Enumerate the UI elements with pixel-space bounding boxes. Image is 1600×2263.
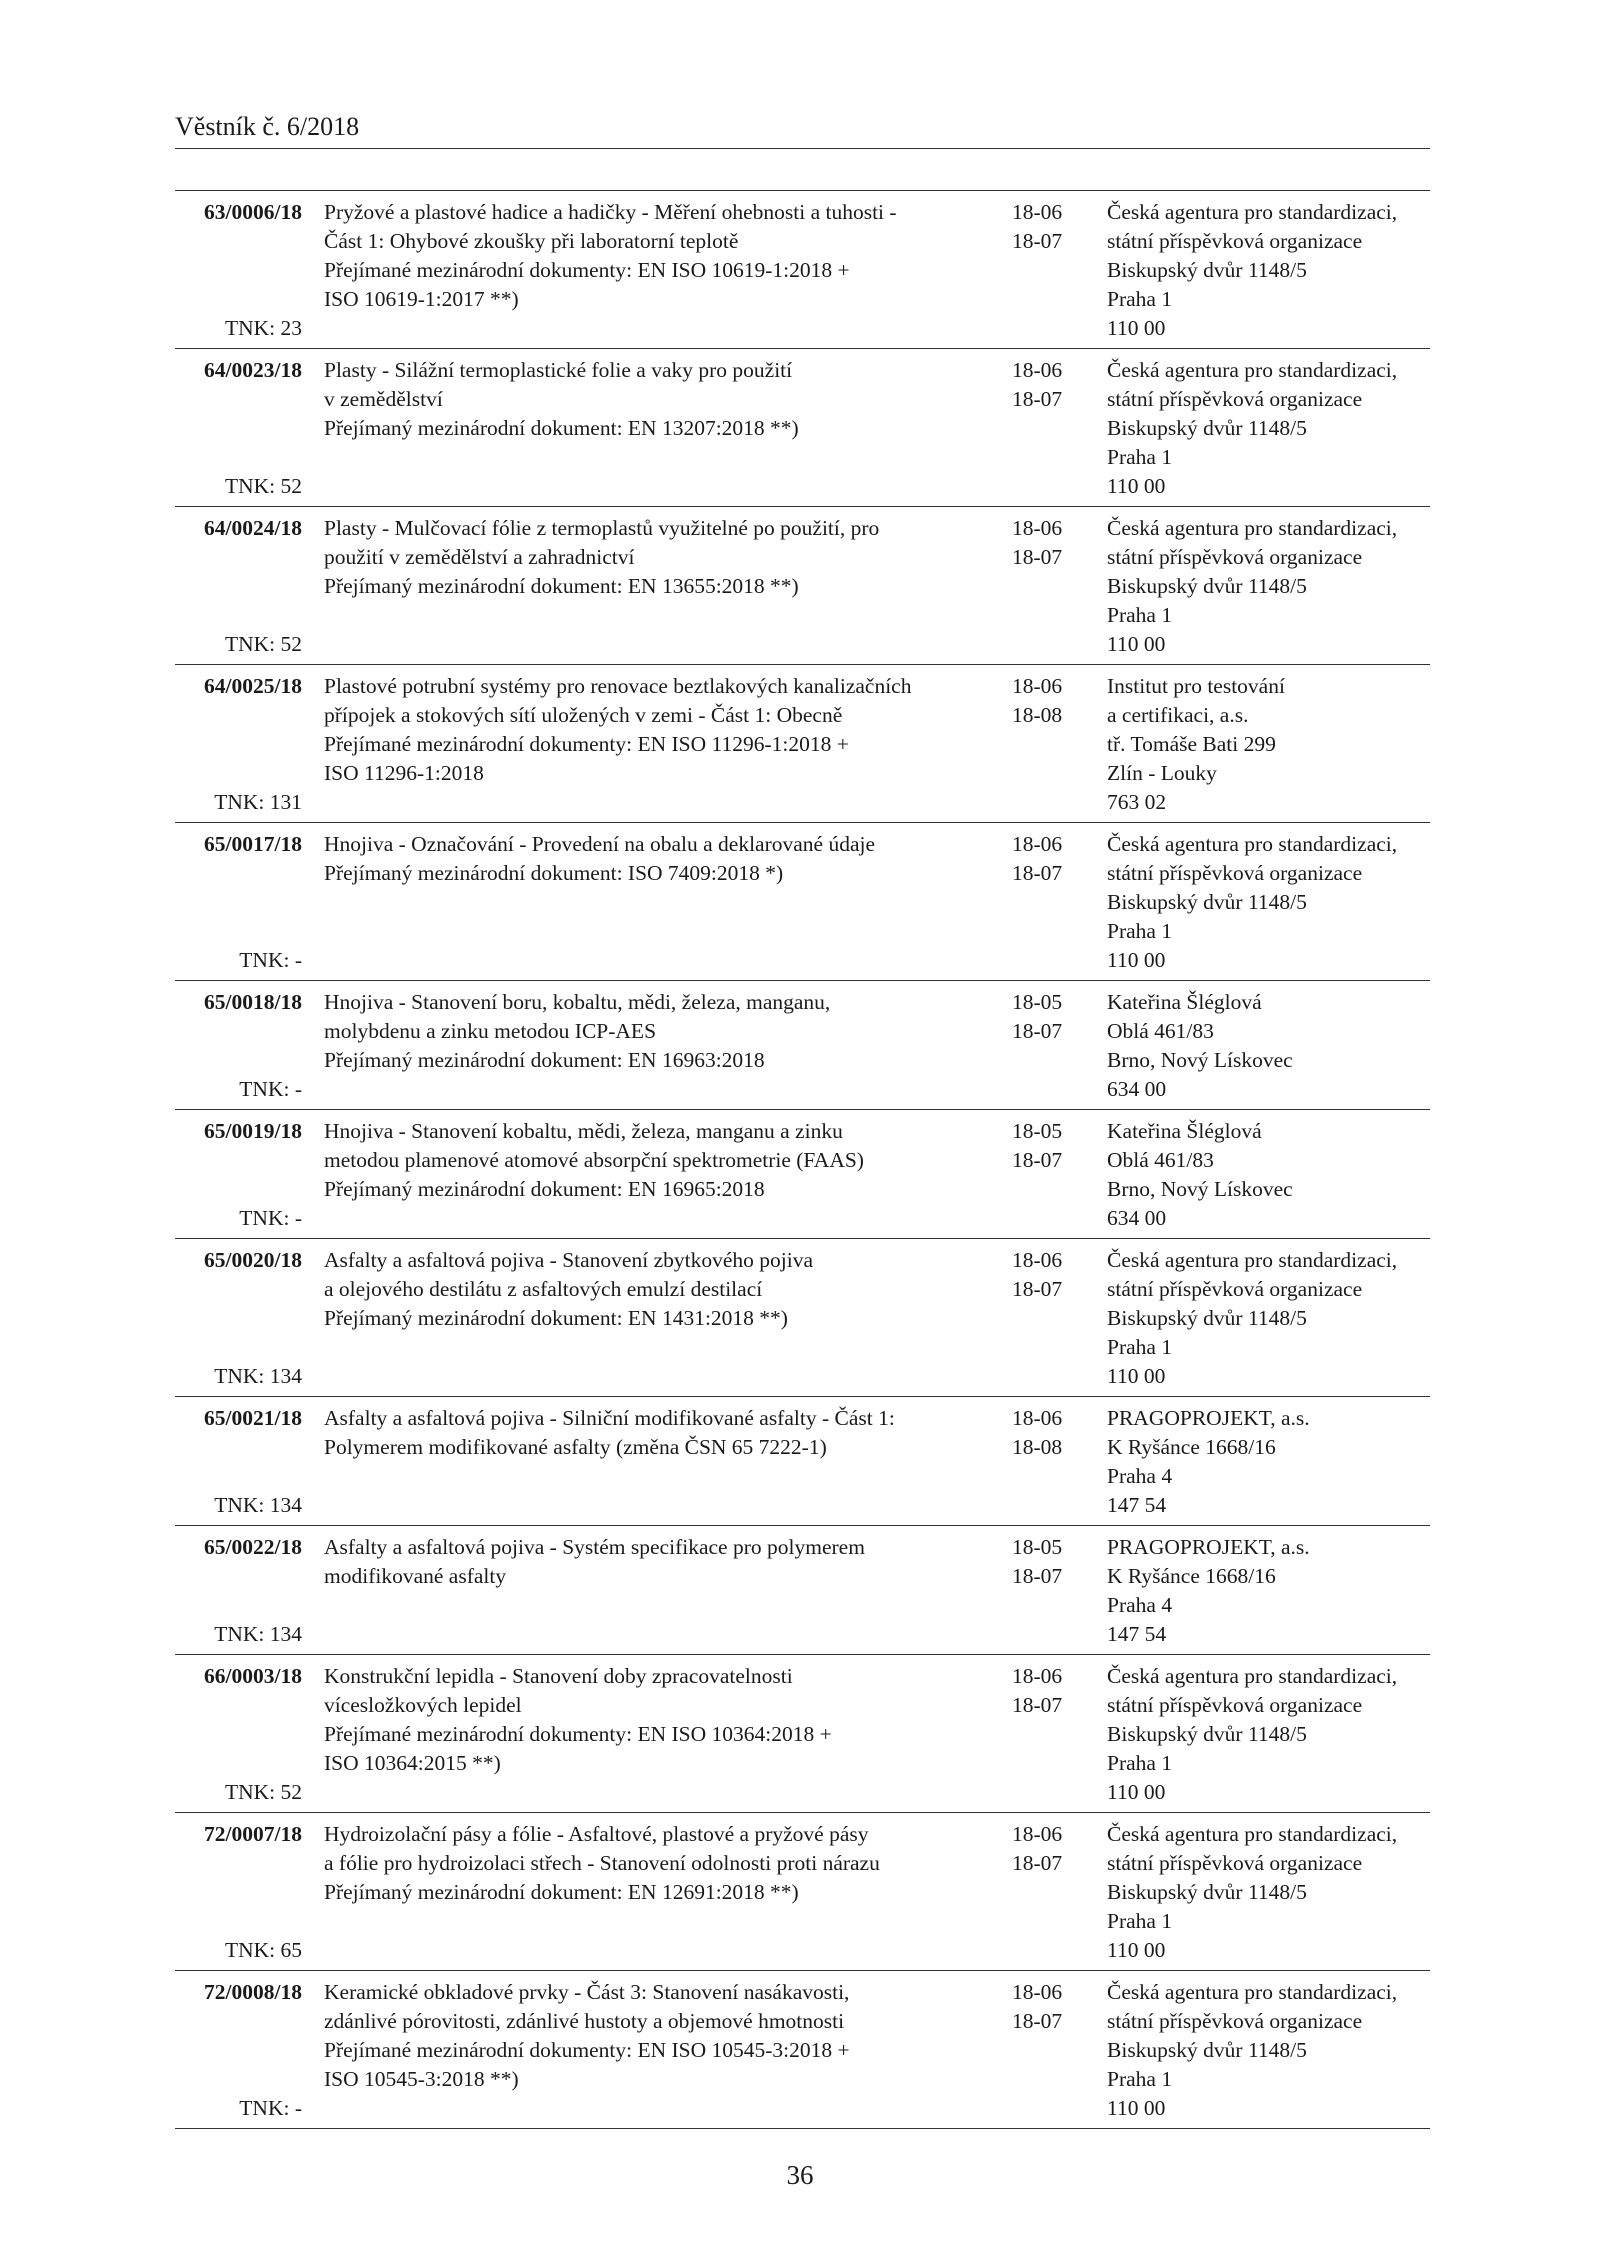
table-row (175, 349, 1430, 507)
dates-cell: 18-06 18-07 (1012, 832, 1063, 885)
dates-cell: 18-06 18-07 (1012, 1980, 1063, 2033)
table-row (175, 1239, 1430, 1397)
id-cell (175, 672, 302, 817)
dates-cell: 18-06 18-07 (1012, 1822, 1063, 1875)
table-row (175, 1655, 1430, 1813)
standard-number: 65/0018/18 (204, 990, 302, 1014)
standard-number: 65/0020/18 (204, 1248, 302, 1272)
dates-cell: 18-06 18-07 (1012, 358, 1063, 411)
table-row (175, 1397, 1430, 1526)
standard-number: 64/0023/18 (204, 358, 302, 382)
id-cell (175, 830, 302, 975)
organization-cell: Česká agentura pro standardizaci, státní příspěvková organizace Biskupský dvůr 1148/5 Praha 1 110 00 (1107, 1664, 1398, 1804)
organization-cell: Česká agentura pro standardizaci, státní příspěvková organizace Biskupský dvůr 1148/5 Praha 1 110 00 (1107, 516, 1398, 656)
header-title: Věstník č. 6/2018 (175, 112, 360, 141)
standard-number: 65/0019/18 (204, 1119, 302, 1143)
tnk-label: TNK: 131 (214, 790, 302, 814)
description-cell: Pryžové a plastové hadice a hadičky - Měření ohebnosti a tuhosti - Část 1: Ohybové zkoušky při laboratorní teplotě Přejímané mezinárodní dokumenty: EN ISO 10619-1:2018 + ISO 10619-1:2017 **) (324, 200, 897, 311)
standard-number: 64/0025/18 (204, 674, 302, 698)
dates-cell: 18-06 18-07 (1012, 200, 1063, 253)
standard-number: 66/0003/18 (204, 1664, 302, 1688)
standard-number: 63/0006/18 (204, 200, 302, 224)
table-row (175, 665, 1430, 823)
id-cell (175, 1978, 302, 2123)
dates-cell: 18-05 18-07 (1012, 1535, 1063, 1588)
table-row (175, 823, 1430, 981)
standard-number: 72/0008/18 (204, 1980, 302, 2004)
tnk-label: TNK: - (239, 948, 302, 972)
organization-cell: Kateřina Šléglová Oblá 461/83 Brno, Nový Lískovec 634 00 (1107, 990, 1293, 1101)
tnk-label: TNK: 134 (214, 1622, 302, 1646)
organization-cell: Česká agentura pro standardizaci, státní příspěvková organizace Biskupský dvůr 1148/5 Praha 1 110 00 (1107, 1980, 1398, 2120)
table-row (175, 1813, 1430, 1971)
organization-cell: Česká agentura pro standardizaci, státní příspěvková organizace Biskupský dvůr 1148/5 Praha 1 110 00 (1107, 358, 1398, 498)
table-row (175, 1971, 1430, 2129)
dates-cell: 18-05 18-07 (1012, 1119, 1063, 1172)
table-row (175, 507, 1430, 665)
description-cell: Asfalty a asfaltová pojiva - Systém specifikace pro polymerem modifikované asfalty (324, 1535, 865, 1588)
tnk-label: TNK: - (239, 1206, 302, 1230)
description-cell: Hnojiva - Stanovení kobaltu, mědi, železa, manganu a zinku metodou plamenové atomové absorpční spektrometrie (FAAS) Přejímaný mezinárodní dokument: EN 16965:2018 (324, 1119, 864, 1201)
dates-cell: 18-06 18-07 (1012, 1664, 1063, 1717)
page-number: 36 (786, 2160, 814, 2190)
description-cell: Hydroizolační pásy a fólie - Asfaltové, plastové a pryžové pásy a fólie pro hydroizolaci střech - Stanovení odolnosti proti nárazu Přejímaný mezinárodní dokument: EN 12691:2018 **) (324, 1822, 880, 1904)
description-cell: Plasty - Silážní termoplastické folie a vaky pro použití v zemědělství Přejímaný mezinárodní dokument: EN 13207:2018 **) (324, 358, 799, 440)
dates-cell: 18-06 18-08 (1012, 1406, 1063, 1459)
organization-cell: Česká agentura pro standardizaci, státní příspěvková organizace Biskupský dvůr 1148/5 Praha 1 110 00 (1107, 832, 1398, 972)
tnk-label: TNK: 65 (224, 1938, 302, 1962)
standards-table (175, 190, 1430, 2129)
id-cell (175, 198, 302, 343)
tnk-label: TNK: - (239, 1077, 302, 1101)
tnk-label: TNK: 134 (214, 1493, 302, 1517)
description-cell: Hnojiva - Označování - Provedení na obalu a deklarované údaje Přejímaný mezinárodní dokument: ISO 7409:2018 *) (324, 832, 876, 885)
organization-cell: Institut pro testování a certifikaci, a.s. tř. Tomáše Bati 299 Zlín - Louky 763 02 (1107, 674, 1285, 814)
page-header (175, 110, 1430, 149)
description-cell: Keramické obkladové prvky - Část 3: Stanovení nasákavosti, zdánlivé pórovitosti, zdánlivé hustoty a objemové hmotnosti Přejímané mezinárodní dokumenty: EN ISO 10545-3:2018 + ISO 10545-3:2018 **) (324, 1980, 850, 2091)
standard-number: 72/0007/18 (204, 1822, 302, 1846)
standard-number: 65/0021/18 (204, 1406, 302, 1430)
organization-cell: Kateřina Šléglová Oblá 461/83 Brno, Nový Lískovec 634 00 (1107, 1119, 1293, 1230)
table-row (175, 1526, 1430, 1655)
standard-number: 65/0022/18 (204, 1535, 302, 1559)
organization-cell: Česká agentura pro standardizaci, státní příspěvková organizace Biskupský dvůr 1148/5 Praha 1 110 00 (1107, 1822, 1398, 1962)
id-cell (175, 1117, 302, 1233)
id-cell (175, 356, 302, 501)
standard-number: 65/0017/18 (204, 832, 302, 856)
tnk-label: TNK: - (239, 2096, 302, 2120)
tnk-label: TNK: 52 (224, 1780, 302, 1804)
organization-cell: PRAGOPROJEKT, a.s. K Ryšánce 1668/16 Praha 4 147 54 (1107, 1406, 1310, 1517)
organization-cell: PRAGOPROJEKT, a.s. K Ryšánce 1668/16 Praha 4 147 54 (1107, 1535, 1310, 1646)
description-cell: Plasty - Mulčovací fólie z termoplastů využitelné po použití, pro použití v zemědělství a zahradnictví Přejímaný mezinárodní dokument: EN 13655:2018 **) (324, 516, 880, 598)
description-cell: Plastové potrubní systémy pro renovace beztlakových kanalizačních přípojek a stokových sítí uložených v zemi - Část 1: Obecně Přejímané mezinárodní dokumenty: EN ISO 11296-1:2018 + ISO 11296-1:2018 (324, 674, 912, 785)
table-row (175, 191, 1430, 349)
id-cell (175, 1820, 302, 1965)
standard-number: 64/0024/18 (204, 516, 302, 540)
tnk-label: TNK: 23 (224, 316, 302, 340)
organization-cell: Česká agentura pro standardizaci, státní příspěvková organizace Biskupský dvůr 1148/5 Praha 1 110 00 (1107, 200, 1398, 340)
description-cell: Konstrukční lepidla - Stanovení doby zpracovatelnosti vícesložkových lepidel Přejímané mezinárodní dokumenty: EN ISO 10364:2018 + ISO 10364:2015 **) (324, 1664, 832, 1775)
tnk-label: TNK: 134 (214, 1364, 302, 1388)
description-cell: Hnojiva - Stanovení boru, kobaltu, mědi, železa, manganu, molybdenu a zinku metodou ICP-AES Přejímaný mezinárodní dokument: EN 16963:2018 (324, 990, 831, 1072)
id-cell (175, 1662, 302, 1807)
table-row (175, 981, 1430, 1110)
dates-cell: 18-06 18-07 (1012, 1248, 1063, 1301)
id-cell (175, 514, 302, 659)
table-row (175, 1110, 1430, 1239)
organization-cell: Česká agentura pro standardizaci, státní příspěvková organizace Biskupský dvůr 1148/5 Praha 1 110 00 (1107, 1248, 1398, 1388)
id-cell (175, 1533, 302, 1649)
id-cell (175, 988, 302, 1104)
dates-cell: 18-05 18-07 (1012, 990, 1063, 1043)
id-cell (175, 1404, 302, 1520)
dates-cell: 18-06 18-07 (1012, 516, 1063, 569)
description-cell: Asfalty a asfaltová pojiva - Silniční modifikované asfalty - Část 1: Polymerem modifikované asfalty (změna ČSN 65 7222-1) (324, 1406, 895, 1459)
id-cell (175, 1246, 302, 1391)
description-cell: Asfalty a asfaltová pojiva - Stanovení zbytkového pojiva a olejového destilátu z asfaltových emulzí destilací Přejímaný mezinárodní dokument: EN 1431:2018 **) (324, 1248, 813, 1330)
tnk-label: TNK: 52 (224, 474, 302, 498)
tnk-label: TNK: 52 (224, 632, 302, 656)
dates-cell: 18-06 18-08 (1012, 674, 1063, 727)
